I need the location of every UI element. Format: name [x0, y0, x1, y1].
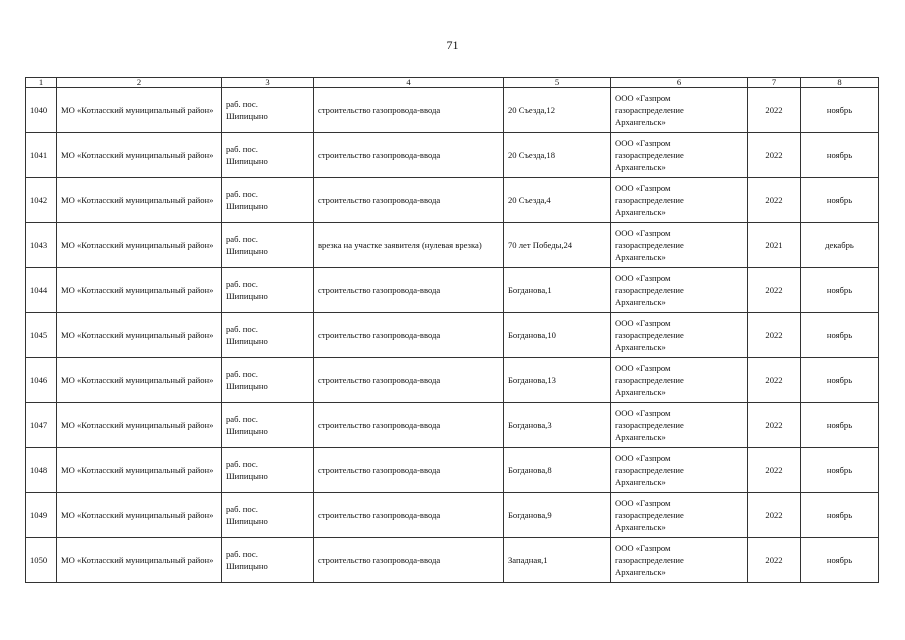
- organization-cell: ООО «Газпром газораспределение Архангельск»: [611, 133, 748, 178]
- work-type-cell: врезка на участке заявителя (нулевая врезка): [314, 223, 504, 268]
- municipality-cell: МО «Котласский муниципальный район»: [57, 88, 222, 133]
- organization-cell: ООО «Газпром газораспределение Архангельск»: [611, 358, 748, 403]
- organization-cell: ООО «Газпром газораспределение Архангельск»: [611, 178, 748, 223]
- settlement-cell: раб. пос. Шипицыно: [222, 178, 314, 223]
- table-row: [26, 403, 879, 448]
- table-row: [26, 493, 879, 538]
- table-row: [26, 133, 879, 178]
- row-number-cell: 1041: [26, 133, 57, 178]
- municipality-cell: МО «Котласский муниципальный район»: [57, 223, 222, 268]
- year-cell: 2021: [748, 223, 801, 268]
- month-cell: ноябрь: [801, 358, 879, 403]
- year-cell: 2022: [748, 88, 801, 133]
- organization-cell: ООО «Газпром газораспределение Архангельск»: [611, 493, 748, 538]
- column-header-6: 6: [611, 78, 748, 88]
- year-cell: 2022: [748, 493, 801, 538]
- table-row: [26, 313, 879, 358]
- settlement-cell: раб. пос. Шипицыно: [222, 313, 314, 358]
- month-cell: ноябрь: [801, 538, 879, 583]
- organization-cell: ООО «Газпром газораспределение Архангельск»: [611, 538, 748, 583]
- settlement-cell: раб. пос. Шипицыно: [222, 493, 314, 538]
- organization-cell: ООО «Газпром газораспределение Архангельск»: [611, 268, 748, 313]
- municipality-cell: МО «Котласский муниципальный район»: [57, 178, 222, 223]
- row-number-cell: 1049: [26, 493, 57, 538]
- municipality-cell: МО «Котласский муниципальный район»: [57, 358, 222, 403]
- row-number-cell: 1046: [26, 358, 57, 403]
- organization-cell: ООО «Газпром газораспределение Архангельск»: [611, 313, 748, 358]
- month-cell: декабрь: [801, 223, 879, 268]
- address-cell: 20 Съезда,18: [504, 133, 611, 178]
- address-cell: Богданова,10: [504, 313, 611, 358]
- work-type-cell: строительство газопровода-ввода: [314, 313, 504, 358]
- column-header-2: 2: [57, 78, 222, 88]
- settlement-cell: раб. пос. Шипицыно: [222, 88, 314, 133]
- row-number-cell: 1048: [26, 448, 57, 493]
- settlement-cell: раб. пос. Шипицыно: [222, 448, 314, 493]
- row-number-cell: 1045: [26, 313, 57, 358]
- address-cell: Богданова,8: [504, 448, 611, 493]
- month-cell: ноябрь: [801, 448, 879, 493]
- municipality-cell: МО «Котласский муниципальный район»: [57, 133, 222, 178]
- address-cell: 70 лет Победы,24: [504, 223, 611, 268]
- settlement-cell: раб. пос. Шипицыно: [222, 223, 314, 268]
- work-type-cell: строительство газопровода-ввода: [314, 88, 504, 133]
- work-type-cell: строительство газопровода-ввода: [314, 133, 504, 178]
- row-number-cell: 1043: [26, 223, 57, 268]
- work-type-cell: строительство газопровода-ввода: [314, 268, 504, 313]
- address-cell: Богданова,1: [504, 268, 611, 313]
- municipality-cell: МО «Котласский муниципальный район»: [57, 538, 222, 583]
- table-row: [26, 178, 879, 223]
- address-cell: Богданова,3: [504, 403, 611, 448]
- work-type-cell: строительство газопровода-ввода: [314, 493, 504, 538]
- work-type-cell: строительство газопровода-ввода: [314, 403, 504, 448]
- settlement-cell: раб. пос. Шипицыно: [222, 403, 314, 448]
- column-header-8: 8: [801, 78, 879, 88]
- month-cell: ноябрь: [801, 178, 879, 223]
- work-type-cell: строительство газопровода-ввода: [314, 358, 504, 403]
- year-cell: 2022: [748, 403, 801, 448]
- table-row: [26, 88, 879, 133]
- address-cell: Богданова,13: [504, 358, 611, 403]
- settlement-cell: раб. пос. Шипицыно: [222, 133, 314, 178]
- row-number-cell: 1050: [26, 538, 57, 583]
- organization-cell: ООО «Газпром газораспределение Архангельск»: [611, 403, 748, 448]
- organization-cell: ООО «Газпром газораспределение Архангельск»: [611, 448, 748, 493]
- organization-cell: ООО «Газпром газораспределение Архангельск»: [611, 88, 748, 133]
- year-cell: 2022: [748, 448, 801, 493]
- municipality-cell: МО «Котласский муниципальный район»: [57, 403, 222, 448]
- column-header-3: 3: [222, 78, 314, 88]
- month-cell: ноябрь: [801, 268, 879, 313]
- row-number-cell: 1047: [26, 403, 57, 448]
- address-cell: Западная,1: [504, 538, 611, 583]
- municipality-cell: МО «Котласский муниципальный район»: [57, 448, 222, 493]
- table-row: [26, 358, 879, 403]
- address-cell: 20 Съезда,4: [504, 178, 611, 223]
- municipality-cell: МО «Котласский муниципальный район»: [57, 313, 222, 358]
- table-row: [26, 538, 879, 583]
- year-cell: 2022: [748, 313, 801, 358]
- year-cell: 2022: [748, 268, 801, 313]
- month-cell: ноябрь: [801, 313, 879, 358]
- organization-cell: ООО «Газпром газораспределение Архангельск»: [611, 223, 748, 268]
- year-cell: 2022: [748, 538, 801, 583]
- month-cell: ноябрь: [801, 493, 879, 538]
- row-number-cell: 1040: [26, 88, 57, 133]
- work-schedule-table: [25, 77, 879, 583]
- address-cell: 20 Съезда,12: [504, 88, 611, 133]
- column-header-5: 5: [504, 78, 611, 88]
- year-cell: 2022: [748, 358, 801, 403]
- table-row: [26, 223, 879, 268]
- table-body: [26, 88, 879, 583]
- settlement-cell: раб. пос. Шипицыно: [222, 268, 314, 313]
- page-number: 71: [446, 38, 459, 52]
- row-number-cell: 1042: [26, 178, 57, 223]
- table-row: [26, 268, 879, 313]
- year-cell: 2022: [748, 178, 801, 223]
- month-cell: ноябрь: [801, 133, 879, 178]
- column-number-row: [26, 78, 879, 88]
- municipality-cell: МО «Котласский муниципальный район»: [57, 268, 222, 313]
- table-row: [26, 448, 879, 493]
- work-type-cell: строительство газопровода-ввода: [314, 448, 504, 493]
- settlement-cell: раб. пос. Шипицыно: [222, 538, 314, 583]
- column-header-7: 7: [748, 78, 801, 88]
- municipality-cell: МО «Котласский муниципальный район»: [57, 493, 222, 538]
- month-cell: ноябрь: [801, 88, 879, 133]
- work-type-cell: строительство газопровода-ввода: [314, 178, 504, 223]
- month-cell: ноябрь: [801, 403, 879, 448]
- row-number-cell: 1044: [26, 268, 57, 313]
- work-type-cell: строительство газопровода-ввода: [314, 538, 504, 583]
- column-header-1: 1: [26, 78, 57, 88]
- column-header-4: 4: [314, 78, 504, 88]
- address-cell: Богданова,9: [504, 493, 611, 538]
- year-cell: 2022: [748, 133, 801, 178]
- settlement-cell: раб. пос. Шипицыно: [222, 358, 314, 403]
